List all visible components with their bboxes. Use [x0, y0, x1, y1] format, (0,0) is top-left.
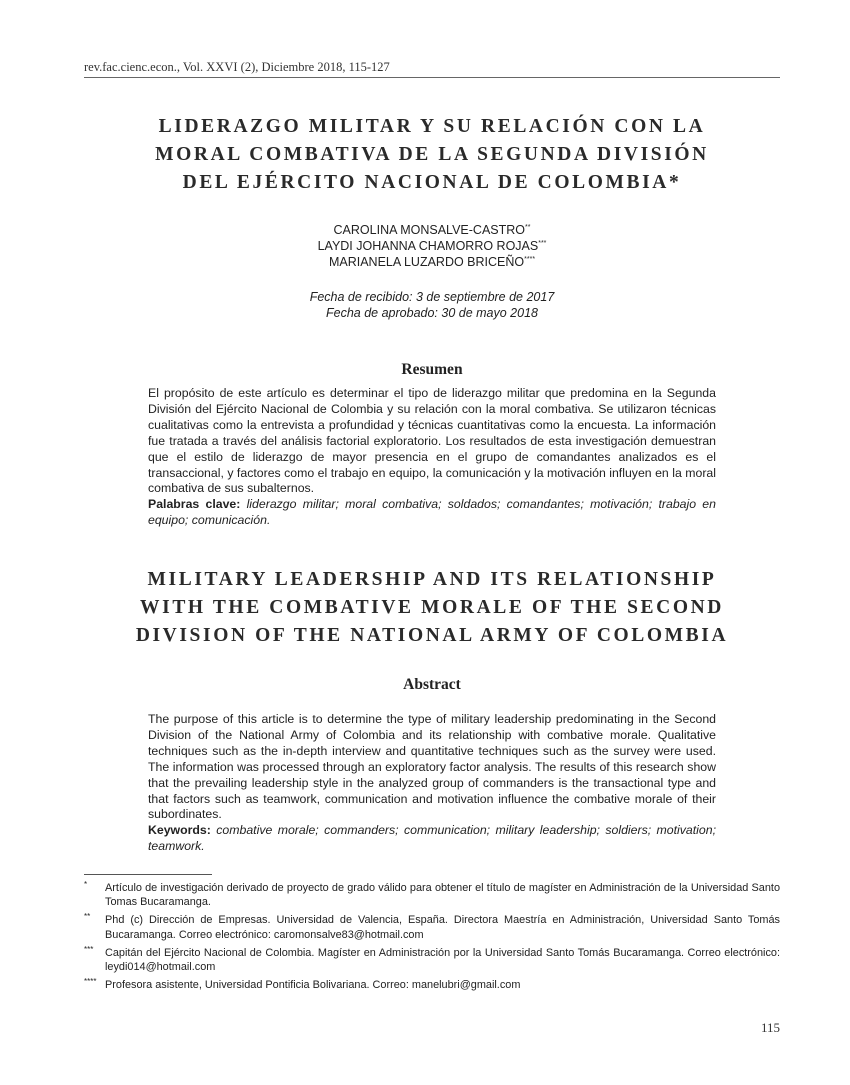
footnote — [84, 978, 780, 992]
abstract-body: The purpose of this article is to determine the type of military leadership predominating in the Second Division of the National Army of Colombia and its relationship with combative morale. Qualitative techniques such as the in-depth interview and quantitative techniques such as the survey were used. The information was processed through an exploratory factor analysis. The results of this research show that the prevailing leadership style in the analyzed group of commanders is the transactional type and that factors such as teamwork, communication and motivation influence the combative morale of their subordinates. — [148, 712, 716, 822]
author-footnote-mark: ** — [525, 223, 531, 231]
footnote — [84, 913, 780, 941]
title-line: MILITARY LEADERSHIP AND ITS RELATIONSHIP — [147, 569, 717, 590]
footnote — [84, 946, 780, 974]
keywords-text: liderazgo militar; moral combativa; soldados; comandantes; motivación; trabajo en equipo; comunicación. — [148, 497, 716, 528]
author-name: CAROLINA MONSALVE-CASTRO — [333, 223, 526, 237]
resumen-heading: Resumen — [401, 361, 463, 378]
keywords-text: combative morale; commanders; communication; military leadership; soldiers; motivation; teamwork. — [148, 823, 716, 854]
author-footnote-mark: **** — [524, 255, 536, 263]
approved-date: Fecha de aprobado: 30 de mayo 2018 — [326, 306, 538, 320]
footnote-mark: ** — [84, 912, 91, 922]
title-line: MORAL COMBATIVA DE LA SEGUNDA DIVISIÓN — [155, 144, 709, 165]
author — [150, 238, 714, 254]
author-footnote-mark: *** — [538, 239, 547, 247]
abstract-section — [148, 712, 716, 855]
footnote-text: Profesora asistente, Universidad Pontificia Bolivariana. Correo: manelubri@gmail.com — [105, 979, 521, 992]
article-title-english — [100, 566, 764, 650]
footnotes — [84, 881, 780, 996]
submission-dates — [150, 289, 714, 321]
title-line: DEL EJÉRCITO NACIONAL DE COLOMBIA* — [182, 172, 682, 193]
author — [150, 222, 714, 238]
footnote-text: Capitán del Ejército Nacional de Colombia. Magíster en Administración por la Universidad Santo Tomás Bucaramanga. Correo electrónico: leydi014@hotmail.com — [105, 946, 780, 974]
resumen-section — [148, 386, 716, 529]
abstract-heading: Abstract — [403, 676, 461, 693]
title-line: WITH THE COMBATIVE MORALE OF THE SECOND — [140, 597, 724, 618]
received-date: Fecha de recibido: 3 de septiembre de 2017 — [309, 290, 555, 304]
keywords-label: Keywords: — [148, 823, 211, 838]
keywords-label: Palabras clave: — [148, 497, 241, 512]
resumen-body: El propósito de este artículo es determinar el tipo de liderazgo militar que predomina en la Segunda División del Ejército Nacional de Colombia y su relación con la moral combativa. Se utilizaron técnicas cualitativas como la entrevista a profundidad y técnicas cuantitativas como la encuesta. La información fue tratada a través del análisis factorial exploratorio. Los resultados de esta investigación demuestran que el estilo de liderazgo de mayor presencia en el grupo de comandantes analizados es el transaccional, y factores como el trabajo en equipo, la comunicación y la motivación influyen en la moral combativa de sus subalternos. — [148, 386, 716, 496]
author — [150, 254, 714, 270]
author-name: LAYDI JOHANNA CHAMORRO ROJAS — [317, 239, 539, 253]
footnote-divider — [84, 874, 212, 875]
footnote-text: Artículo de investigación derivado de proyecto de grado válido para obtener el título de magíster en Administración de la Universidad Santo Tomas Bucaramanga. — [105, 882, 780, 909]
title-line: LIDERAZGO MILITAR Y SU RELACIÓN CON LA — [158, 116, 706, 137]
article-title-spanish — [100, 113, 764, 197]
author-list — [150, 222, 714, 270]
keywords — [148, 823, 716, 855]
footnote — [84, 881, 780, 909]
footnote-mark: **** — [84, 977, 97, 987]
author-name: MARIANELA LUZARDO BRICEÑO — [328, 255, 525, 269]
page-number: 115 — [760, 1020, 780, 1035]
footnote-text: Phd (c) Dirección de Empresas. Universidad de Valencia, España. Directora Maestría en Administración, Universidad Santo Tomás Bucaramanga. Correo electrónico: caromonsalve83@hotmail.com — [105, 914, 780, 941]
palabras-clave — [148, 497, 716, 529]
footnote-mark: * — [84, 880, 88, 889]
running-head: rev.fac.cienc.econ., Vol. XXVI (2), Diciembre 2018, 115-127 — [84, 60, 780, 78]
title-line: DIVISION OF THE NATIONAL ARMY OF COLOMBIA — [135, 625, 729, 646]
footnote-mark: *** — [84, 944, 94, 954]
